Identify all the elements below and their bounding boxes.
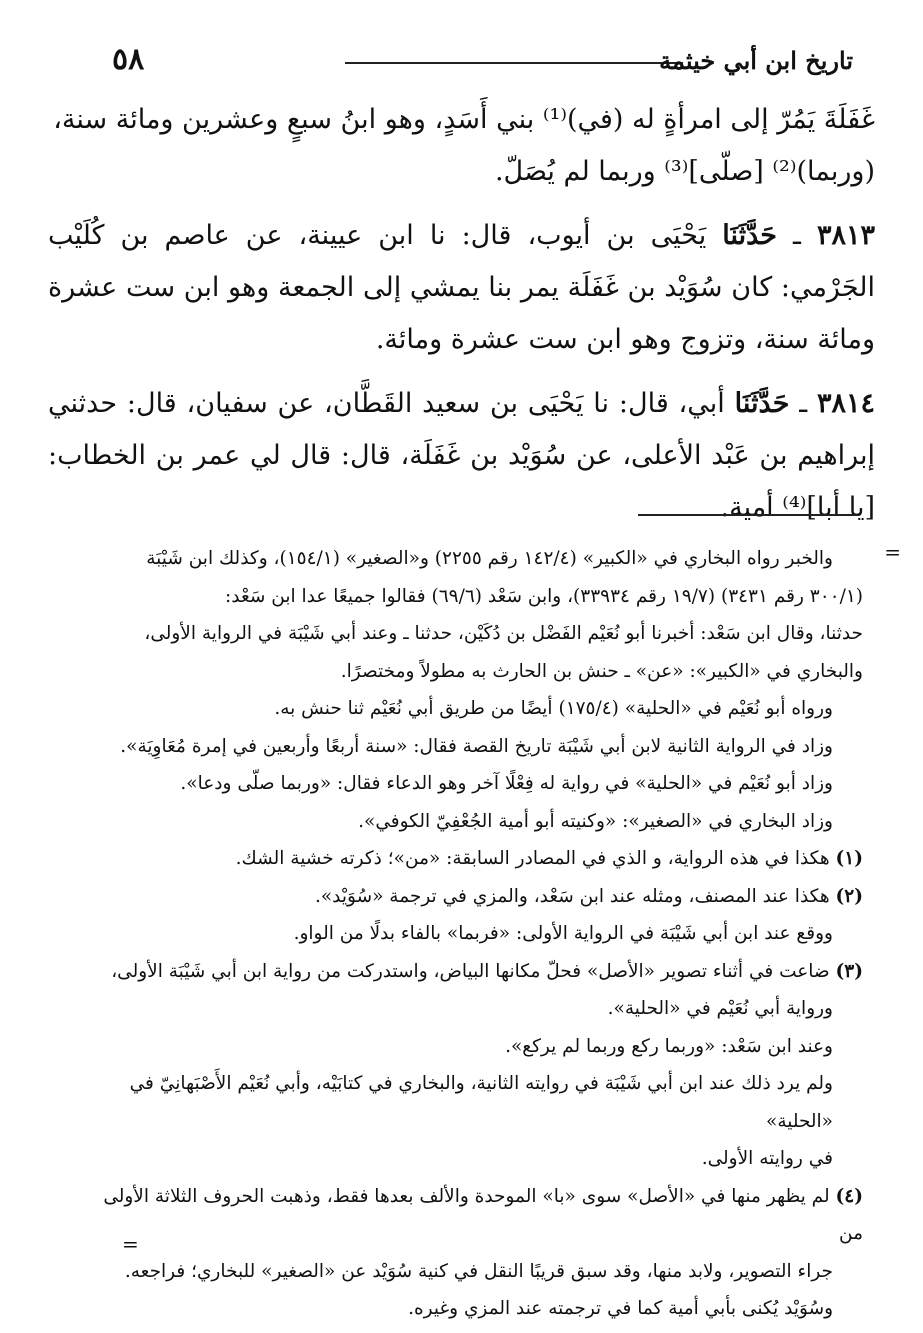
footnote-intro-line: (٣٠٠/١ رقم ٣٤٣١) (١٩/٧ رقم ٣٣٩٣٤)، وابن سَعْد (٦٩/٦) فقالوا جميعًا عدا ابن سَعْد:	[225, 585, 863, 607]
footnote-addition: وزاد أبو نُعَيْم في «الحلية» في رواية له فِعْلًا آخر وهو الدعاء فقال: «وربما صلّى ودعا».	[180, 773, 833, 794]
hadith-number: ٣٨١٤	[817, 388, 876, 419]
hadith-lead: حَدَّثَنَا	[734, 388, 790, 419]
continuation-mark-end: =	[122, 1232, 139, 1256]
footnote-3: (٣) ضاعت في أثناء تصوير «الأصل» فحلّ مكانها البياض، واستدركت من رواية ابن أبي شَيْبَة الأولى،	[111, 960, 863, 982]
footnote-2-line: ووقع عند ابن أبي شَيْبَة في الرواية الأولى: «فربما» بالفاء بدلًا من الواو.	[293, 923, 833, 944]
header-rule	[345, 62, 683, 64]
hadith-lead: حَدَّثَنَا	[722, 220, 778, 251]
hadith-text: أبي، قال: نا يَحْيَى بن سعيد القَطَّان، عن سفيان، قال: حدثني إبراهيم بن عَبْد الأعلى، عن سُوَيْد بن غَفَلَة، قال: قال لي عمر بن الخطاب: [يا أبا]⁽⁴⁾ أمية.	[48, 388, 875, 523]
continuation-mark-start: =	[884, 540, 901, 564]
footnote-3-line: وعند ابن سَعْد: «وربما ركع وربما لم يركع».	[505, 1035, 833, 1057]
main-text	[48, 94, 875, 546]
footnote-marker: (١)	[835, 848, 863, 869]
main-line: غَفَلَةَ يَمُرّ إلى امرأةٍ له (في)⁽¹⁾ بني أَسَدٍ، وهو ابنُ سبعٍ وعشرين ومائة سنة، (وربما)⁽²⁾ [صلّى]⁽³⁾ وربما لم يُصَلّ.	[53, 104, 875, 187]
footnote-separator	[638, 514, 858, 516]
footnote-intro-line: حدثنا، وقال ابن سَعْد: أخبرنا أبو نُعَيْم الفَضْل بن دُكَيْن، حدثنا ـ وعند أبي شَيْبَة في الرواية الأولى،	[144, 623, 863, 644]
footnote-3-line: ولم يرد ذلك عند ابن أبي شَيْبَة في روايته الثانية، والبخاري في كتابَيْه، وأبي نُعَيْم الأَصْبَهانِيّ في «الحلية»	[129, 1073, 833, 1132]
book-title: تاريخ ابن أبي خيثمة	[659, 46, 853, 75]
hadith-3813: ٣٨١٣ ـ حَدَّثَنَا يَحْيَى بن أيوب، قال: نا ابن عيينة، عن عاصم بن كُلَيْب الجَرْمي: كان سُوَيْد بن غَفَلَة يمر بنا يمشي إلى الجمعة وهو ابن ست عشرة ومائة سنة، وتزوج وهو ابن ست عشرة ومائة.	[48, 220, 875, 355]
footnote-marker: (٤)	[835, 1185, 863, 1207]
footnote-3-line: في روايته الأولى.	[701, 1148, 833, 1169]
page-header	[60, 40, 863, 80]
hadith-text: يَحْيَى بن أيوب، قال: نا ابن عيينة، عن عاصم بن كُلَيْب الجَرْمي: كان سُوَيْد بن غَفَلَة يمر بنا يمشي إلى الجمعة وهو ابن ست عشرة ومائة سنة، وتزوج وهو ابن ست عشرة ومائة.	[48, 220, 875, 355]
footnote-3-line: ورواية أبي نُعَيْم في «الحلية».	[607, 998, 833, 1019]
footnote-4-line: جراء التصوير، ولابد منها، وقد سبق قريبًا النقل في كنية سُوَيْد عن «الصغير» للبخاري؛ فراجعه.	[124, 1260, 833, 1282]
footnotes	[90, 540, 901, 1328]
hadith-3814: ٣٨١٤ ـ حَدَّثَنَا أبي، قال: نا يَحْيَى بن سعيد القَطَّان، عن سفيان، قال: حدثني إبراهيم بن عَبْد الأعلى، عن سُوَيْد بن غَفَلَة، قال: قال لي عمر بن الخطاب: [يا أبا]⁽⁴⁾ أمية.	[48, 388, 876, 523]
hadith-number: ٣٨١٣	[816, 220, 875, 251]
footnote-marker: (٣)	[835, 960, 863, 982]
footnote-2: (٢) هكذا عند المصنف، ومثله عند ابن سَعْد، والمزي في ترجمة «سُوَيْد».	[314, 885, 863, 907]
footnote-intro-line: والبخاري في «الكبير»: «عن» ـ حنش بن الحارث به مطولاً ومختصرًا.	[340, 660, 863, 682]
footnote-addition: ورواه أبو نُعَيْم في «الحلية» (١٧٥/٤) أيضًا من طريق أبي نُعَيْم ثنا حنش به.	[274, 698, 833, 719]
footnote-4-line: وسُوَيْد يُكنى بأبي أمية كما في ترجمته عند المزي وغيره.	[408, 1298, 833, 1319]
footnote-intro-line: والخبر رواه البخاري في «الكبير» (١٤٢/٤ رقم ٢٢٥٥) و«الصغير» (١٥٤/١)، وكذلك ابن شَيْبَة	[146, 548, 833, 569]
page-number: ٥٨	[112, 42, 145, 77]
footnote-4: (٤) لم يظهر منها في «الأصل» سوى «با» الموحدة والألف بعدها فقط، وذهبت الحروف الثلاثة الأولى من	[103, 1185, 863, 1244]
footnote-marker: (٢)	[835, 885, 863, 907]
footnote-addition: وزاد في الرواية الثانية لابن أبي شَيْبَة تاريخ القصة فقال: «سنة أربعًا وأربعين في إمرة مُعَاوِيَة».	[120, 735, 833, 757]
footnote-addition: وزاد البخاري في «الصغير»: «وكنيته أبو أمية الجُعْفِيّ الكوفي».	[358, 810, 833, 832]
footnote-1: (١) هكذا في هذه الرواية، و الذي في المصادر السابقة: «من»؛ ذكرته خشية الشك.	[235, 848, 863, 869]
